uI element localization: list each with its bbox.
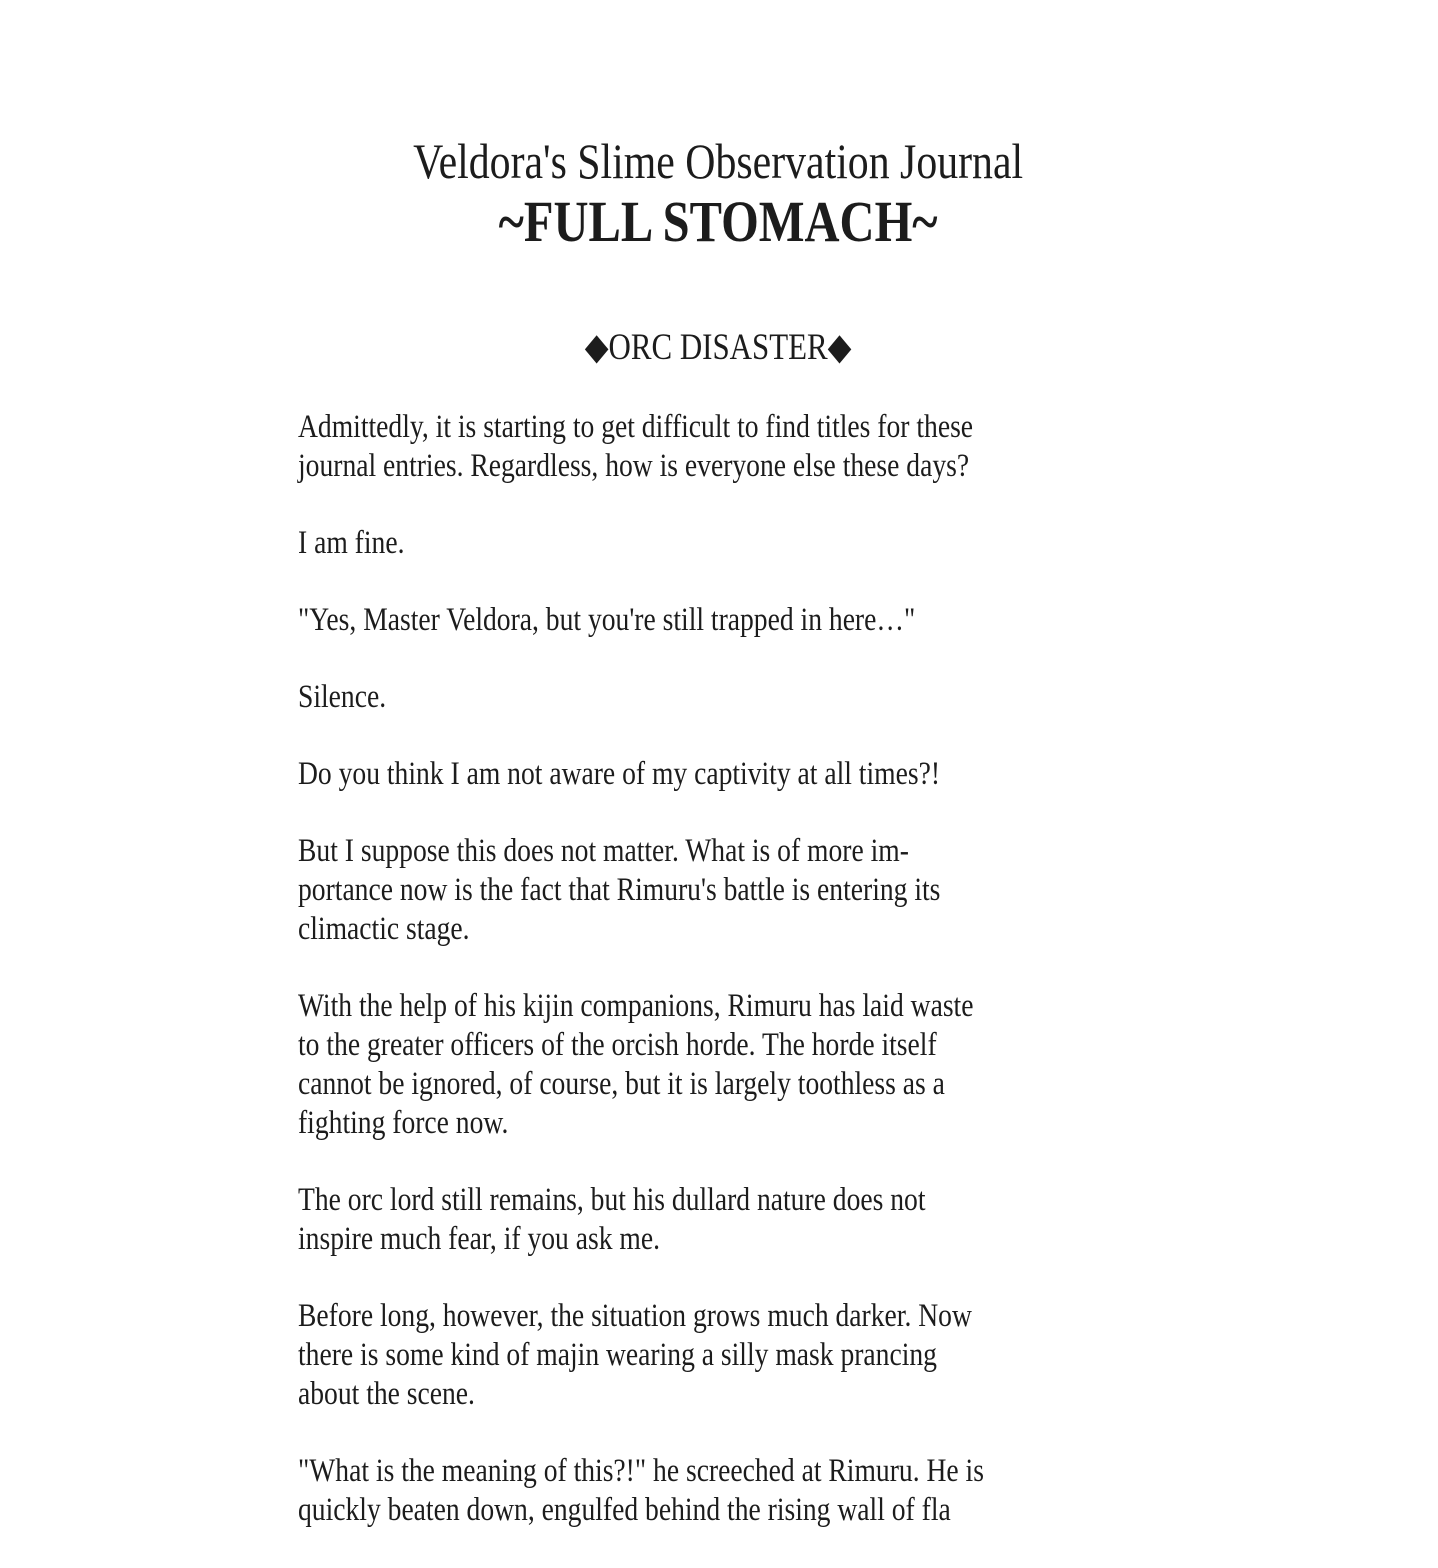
paragraph: Do you think I am not aware of my captivity at all times?! <box>298 756 941 792</box>
paragraph: Before long, however, the situation grows much darker. Now there is some kind of majin wearing a silly mask prancing about the scene. <box>298 1298 972 1412</box>
paragraph: Silence. <box>298 679 387 715</box>
page-title: Veldora's Slime Observation Journal <box>413 133 1024 189</box>
paragraph: "What is the meaning of this?!" he screeched at Rimuru. He is quickly beaten down, engulfed behind the rising wall of fla <box>298 1453 984 1528</box>
page-subtitle: ~FULL STOMACH~ <box>498 189 938 254</box>
paragraph: "Yes, Master Veldora, but you're still trapped in here…" <box>298 602 916 638</box>
paragraph: I am fine. <box>298 525 405 561</box>
paragraph: With the help of his kijin companions, Rimuru has laid waste to the greater officers of the orcish horde. The horde itself cannot be ignored, of course, but it is largely toothless as a fighting force now. <box>298 988 974 1141</box>
paragraph: Admittedly, it is starting to get difficult to find titles for these journal entries. Regardless, how is everyone else these days? <box>298 409 974 484</box>
journal-content <box>298 0 1138 1568</box>
section-heading: ◆ORC DISASTER◆ <box>584 327 852 368</box>
journal-body <box>298 408 1138 1530</box>
paragraph: But I suppose this does not matter. What is of more im- portance now is the fact that Rimuru's battle is entering its climactic stage. <box>298 833 941 947</box>
paragraph: The orc lord still remains, but his dullard nature does not inspire much fear, if you ask me. <box>298 1182 926 1257</box>
